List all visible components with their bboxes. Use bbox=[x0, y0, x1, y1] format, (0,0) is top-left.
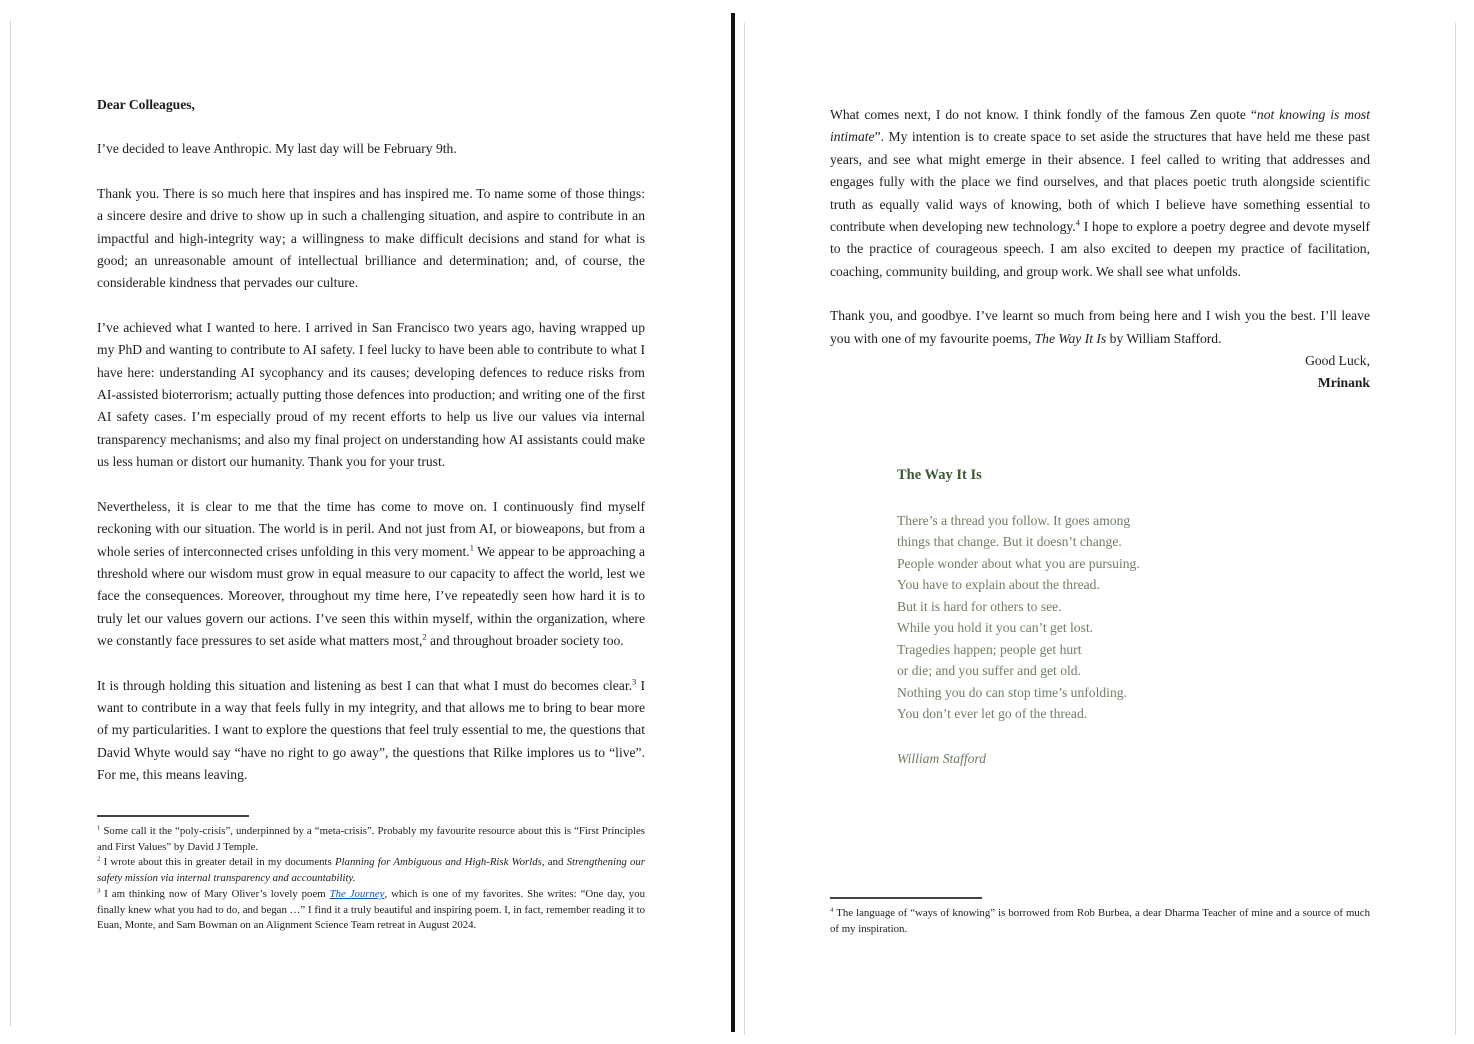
poem-line: You have to explain about the thread. bbox=[897, 577, 1100, 593]
poem-line: You don’t ever let go of the thread. bbox=[897, 706, 1088, 722]
footnote-ref-3: 3 bbox=[632, 676, 637, 686]
page-2-left-edge bbox=[744, 23, 745, 1035]
text-run: It is through holding this situation and listening as best I can that what I must do becomes clear. bbox=[97, 677, 632, 693]
text-run: Strengthening our safety mission via internal transparency and accountability. bbox=[97, 856, 646, 885]
text-run: I hope to explore a poetry degree and devote myself to the practice of courageous speech. I am also excited to deepen my practice of facilitation, coaching, community building, and group work. We shall see what unfolds. bbox=[830, 219, 1370, 279]
text-run: not knowing is most intimate bbox=[830, 107, 1370, 145]
poem-line: or die; and you suffer and get old. bbox=[897, 663, 1081, 679]
text-run: Some call it the “poly-crisis”, underpinned by a “meta-crisis”. Probably my favourite resource about this is “First Principles and First Values” by David J Temple. bbox=[97, 825, 645, 853]
text-run: Thank you, and goodbye. I’ve learnt so much from being here and I wish you the best. I’ll leave you with one of my favourite poems, bbox=[830, 308, 1370, 346]
the-journey-link[interactable]: The Journey bbox=[329, 887, 385, 900]
text-run: The Way It Is bbox=[1034, 330, 1107, 346]
paragraph-what-i-must-do bbox=[97, 675, 645, 787]
poem-block bbox=[897, 464, 1370, 770]
page-1-left-edge bbox=[10, 20, 11, 1026]
footnote-3 bbox=[97, 887, 645, 934]
text-run: , which is one of my favorites. She writes: “One day, you finally knew what you had to do, and began …” I find it a truly beautiful and inspiring poem. I, in fact, remember reading it to Euan, Monte, and Sam Bowman on an Alignment Science Team retreat in August 2024. bbox=[97, 887, 645, 932]
poem-lines bbox=[897, 510, 1370, 725]
poem-title: The Way It Is bbox=[897, 466, 982, 483]
poem-attribution: William Stafford bbox=[897, 750, 986, 766]
footnote-separator bbox=[830, 897, 982, 899]
footnote-marker-3: 3 bbox=[97, 887, 101, 895]
signature-name: Mrinank bbox=[1317, 375, 1370, 391]
footnote-separator bbox=[97, 815, 249, 817]
text-run: and throughout broader society too. bbox=[426, 633, 624, 649]
text-run: I am thinking now of Mary Oliver’s lovely poem bbox=[100, 887, 330, 900]
text-run: I want to contribute in a way that feels fully in my integrity, and that allows me to bring to bear more of my particularities. I want to explore the questions that feel truly essential to me, the questions that David Whyte would say “have no right to go away”, the questions that Rilke implores us to “live”. For me, this means leaving. bbox=[97, 677, 645, 783]
footnote-marker-2: 2 bbox=[97, 855, 101, 863]
paragraph-what-comes-next bbox=[830, 104, 1370, 283]
text-run: Thank you. There is so much here that inspires and has inspired me. To name some of those things: a sincere desire and drive to show up in such a challenging situation, and aspire to contribute in an impactful and high-integrity way; a willingness to make difficult decisions and stand for what is good; an unreasonable amount of intellectual brilliance and determination; and, of course, the considerable kindness that pervades our culture. bbox=[97, 185, 645, 291]
text-run: The language of “ways of knowing” is borrowed from Rob Burbea, a dear Dharma Teacher of mine and a source of much of my inspiration. bbox=[830, 907, 1370, 935]
poem-line: But it is hard for others to see. bbox=[897, 598, 1062, 614]
footnote-4 bbox=[830, 906, 1370, 937]
footnotes-page-1 bbox=[97, 815, 645, 934]
footnote-ref-2: 2 bbox=[422, 631, 427, 642]
paragraph-nevertheless bbox=[97, 496, 645, 653]
text-run: I’ve achieved what I wanted to here. I arrived in San Francisco two years ago, having wrapped up my PhD and wanting to contribute to AI safety. I feel lucky to have been able to contribute to what I have here: understanding AI sycophancy and its causes; developing defences to reduce risks from AI-assisted bioterrorism; actually putting those defences into production; and writing one of the first AI safety cases. I’m especially proud of my recent efforts to help us live our values via internal transparency mechanisms; and also my final project on understanding how AI assistants could make us less human or distort our humanity. Thank you for your trust. bbox=[97, 319, 645, 470]
paragraph-goodbye bbox=[830, 305, 1370, 350]
text-run: Planning for Ambiguous and High-Risk Worlds bbox=[334, 856, 542, 869]
poem-line: Tragedies happen; people get hurt bbox=[897, 641, 1082, 657]
salutation: Dear Colleagues, bbox=[97, 97, 195, 112]
poem-line: Nothing you do can stop time’s unfolding. bbox=[897, 684, 1127, 700]
page-2-right-edge bbox=[1455, 23, 1456, 1035]
text-run: ”. My intention is to create space to set aside the structures that have held me these past years, and see what might emerge in their absence. I feel called to writing that addresses and engages fully with the place we find ourselves, and that places poetic truth alongside scientific truth as equally valid ways of knowing, both of which I believe have something essential to contribute when developing new technology. bbox=[830, 129, 1370, 235]
poem-line: There’s a thread you follow. It goes among bbox=[897, 512, 1131, 528]
text-run: What comes next, I do not know. I think fondly of the famous Zen quote “ bbox=[830, 107, 1257, 122]
footnote-ref-1: 1 bbox=[469, 541, 474, 552]
paragraph-decided-to-leave bbox=[97, 138, 645, 160]
page-2 bbox=[830, 104, 1370, 769]
signature-closing: Good Luck, bbox=[1305, 353, 1370, 369]
text-run: by William Stafford. bbox=[1106, 330, 1222, 346]
text-run: I’ve decided to leave Anthropic. My last day will be February 9th. bbox=[97, 141, 457, 157]
footnote-2 bbox=[97, 855, 645, 886]
footnote-ref-4: 4 bbox=[1075, 217, 1080, 228]
text-run: , and bbox=[541, 856, 567, 869]
text-run: Nevertheless, it is clear to me that the time has come to move on. I continuously find myself reckoning with our situation. The world is in peril. And not just from AI, or bioweapons, but from a whole series of interconnected crises unfolding in this very moment. bbox=[97, 498, 645, 559]
footnote-1 bbox=[97, 824, 645, 855]
footnote-marker-4: 4 bbox=[830, 906, 834, 914]
paragraph-thank-you bbox=[97, 183, 645, 295]
text-run: I wrote about this in greater detail in my documents bbox=[100, 856, 335, 869]
footnotes-page-2 bbox=[830, 897, 1370, 937]
page-divider bbox=[731, 13, 735, 1032]
footnote-marker-1: 1 bbox=[97, 824, 101, 832]
signature-block bbox=[830, 350, 1370, 395]
paragraph-achievements bbox=[97, 317, 645, 474]
page-1 bbox=[97, 94, 645, 787]
poem-line: things that change. But it doesn’t change. bbox=[897, 534, 1122, 550]
text-run: We appear to be approaching a threshold where our wisdom must grow in equal measure to our capacity to affect the world, lest we face the consequences. Moreover, throughout my time here, I’ve repeatedly seen how hard it is to truly let our values govern our actions. I’ve seen this within myself, within the organization, where we constantly face pressures to set aside what matters most, bbox=[97, 543, 645, 649]
poem-line: While you hold it you can’t get lost. bbox=[897, 620, 1094, 636]
poem-line: People wonder about what you are pursuing. bbox=[897, 555, 1140, 571]
